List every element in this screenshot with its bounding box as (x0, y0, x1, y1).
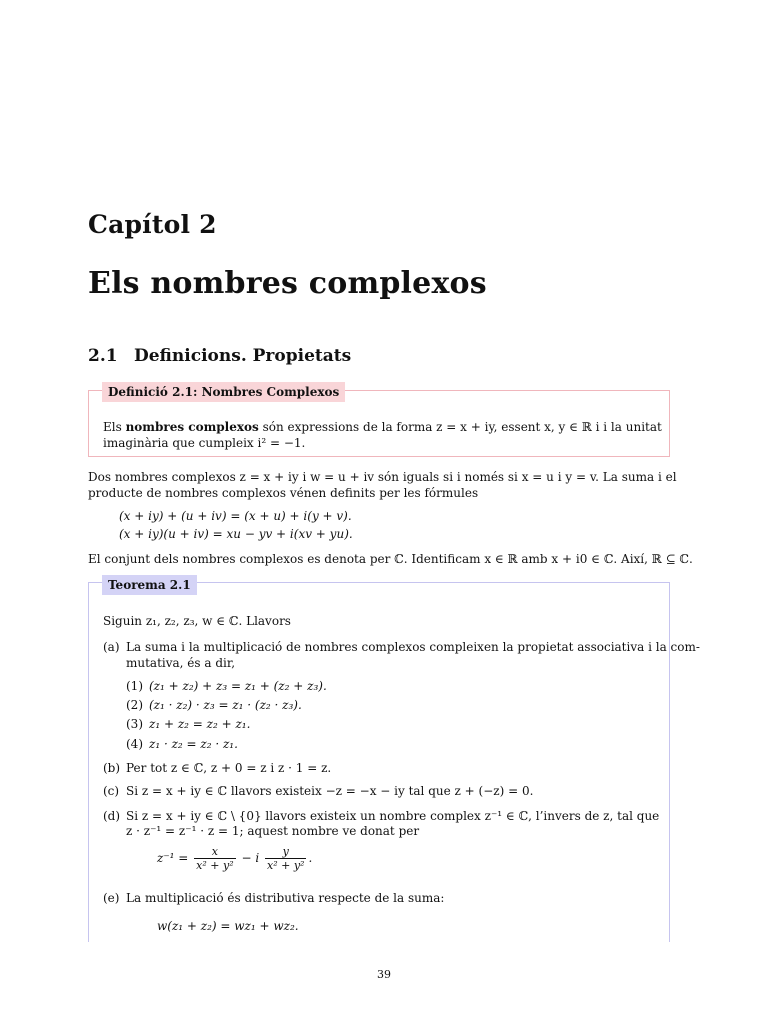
section-number: 2.1 (88, 346, 118, 366)
fraction-imag-numerator: y (265, 845, 306, 859)
formula-product: (x + iy)(u + iv) = xu − yv + i(xv + yu). (119, 527, 353, 541)
item-d-line-1: Si z = x + iy ∈ ℂ \ {0} llavors existeix un nombre complex z⁻¹ ∈ ℂ, l’invers de z, tal que (126, 809, 660, 823)
distributive-formula: w(z₁ + z₂) = wz₁ + wz₂. (157, 919, 299, 933)
subitem-3-label: (3) (126, 717, 143, 731)
subitem-4-text: z₁ · z₂ = z₂ · z₁. (149, 737, 238, 751)
body-paragraph-1-line-1: Dos nombres complexos z = x + iy i w = u + iv són iguals si i només si x = u i y = v. La suma i el (88, 470, 677, 484)
inverse-formula-end: . (308, 851, 313, 865)
item-e-label: (e) (103, 891, 120, 905)
item-a-label: (a) (103, 640, 120, 654)
item-d-label: (d) (103, 809, 121, 823)
item-b-text: Per tot z ∈ ℂ, z + 0 = z i z · 1 = z. (126, 761, 332, 775)
body-paragraph-1-line-2: producte de nombres complexos vénen definits per les fórmules (88, 486, 479, 500)
theorem-box (88, 578, 700, 942)
formula-sum: (x + iy) + (u + iv) = (x + u) + i(y + v). (119, 509, 352, 523)
inverse-formula (157, 845, 312, 872)
item-c-text: Si z = x + iy ∈ ℂ llavors existeix −z = −x − iy tal que z + (−z) = 0. (126, 784, 534, 798)
subitem-2-text: (z₁ · z₂) · z₃ = z₁ · (z₂ · z₃). (149, 698, 302, 712)
subitem-2-label: (2) (126, 698, 143, 712)
subitem-3-text: z₁ + z₂ = z₂ + z₁. (149, 717, 251, 731)
body-paragraph-2: El conjunt dels nombres complexos es denota per ℂ. Identificam x ∈ ℝ amb x + i0 ∈ ℂ. Així, ℝ ⊆ ℂ. (88, 552, 693, 566)
subitem-1-label: (1) (126, 679, 143, 693)
fraction-real-denominator: x² + y² (196, 859, 234, 872)
item-a-line-2: mutativa, és a dir, (126, 656, 236, 670)
page-number: 39 (377, 968, 391, 981)
item-c-label: (c) (103, 784, 120, 798)
item-a-line-1: La suma i la multiplicació de nombres complexos compleixen la propietat associativa i la com- (126, 640, 700, 654)
definition-line-1-pre: Els (103, 420, 126, 434)
subitem-1-text: (z₁ + z₂) + z₃ = z₁ + (z₂ + z₃). (149, 679, 327, 693)
inverse-fraction-real (194, 845, 235, 872)
definition-title: Definició 2.1: Nombres Complexos (102, 382, 345, 402)
section-heading (88, 346, 351, 366)
definition-box (88, 385, 670, 457)
fraction-real-numerator: x (194, 845, 235, 859)
fraction-imag-denominator: x² + y² (267, 859, 305, 872)
theorem-title: Teorema 2.1 (102, 575, 197, 595)
inverse-formula-lhs: z⁻¹ = (157, 851, 189, 865)
inverse-fraction-imag (265, 845, 306, 872)
chapter-label: Capítol 2 (88, 210, 217, 239)
definition-line-1 (103, 419, 662, 435)
chapter-title: Els nombres complexos (88, 266, 487, 301)
inverse-formula-mid: − i (241, 851, 260, 865)
theorem-intro: Siguin z₁, z₂, z₃, w ∈ ℂ. Llavors (103, 614, 291, 628)
subitem-4-label: (4) (126, 737, 143, 751)
section-title: Definicions. Propietats (134, 346, 352, 366)
item-d-line-2: z · z⁻¹ = z⁻¹ · z = 1; aquest nombre ve donat per (126, 824, 420, 838)
item-e-text: La multiplicació és distributiva respecte de la suma: (126, 891, 445, 905)
item-b-label: (b) (103, 761, 121, 775)
definition-line-1-post: són expressions de la forma z = x + iy, essent x, y ∈ ℝ i i la unitat (258, 420, 662, 434)
definition-term: nombres complexos (125, 420, 259, 434)
definition-line-2: imaginària que cumpleix i² = −1. (103, 436, 306, 450)
